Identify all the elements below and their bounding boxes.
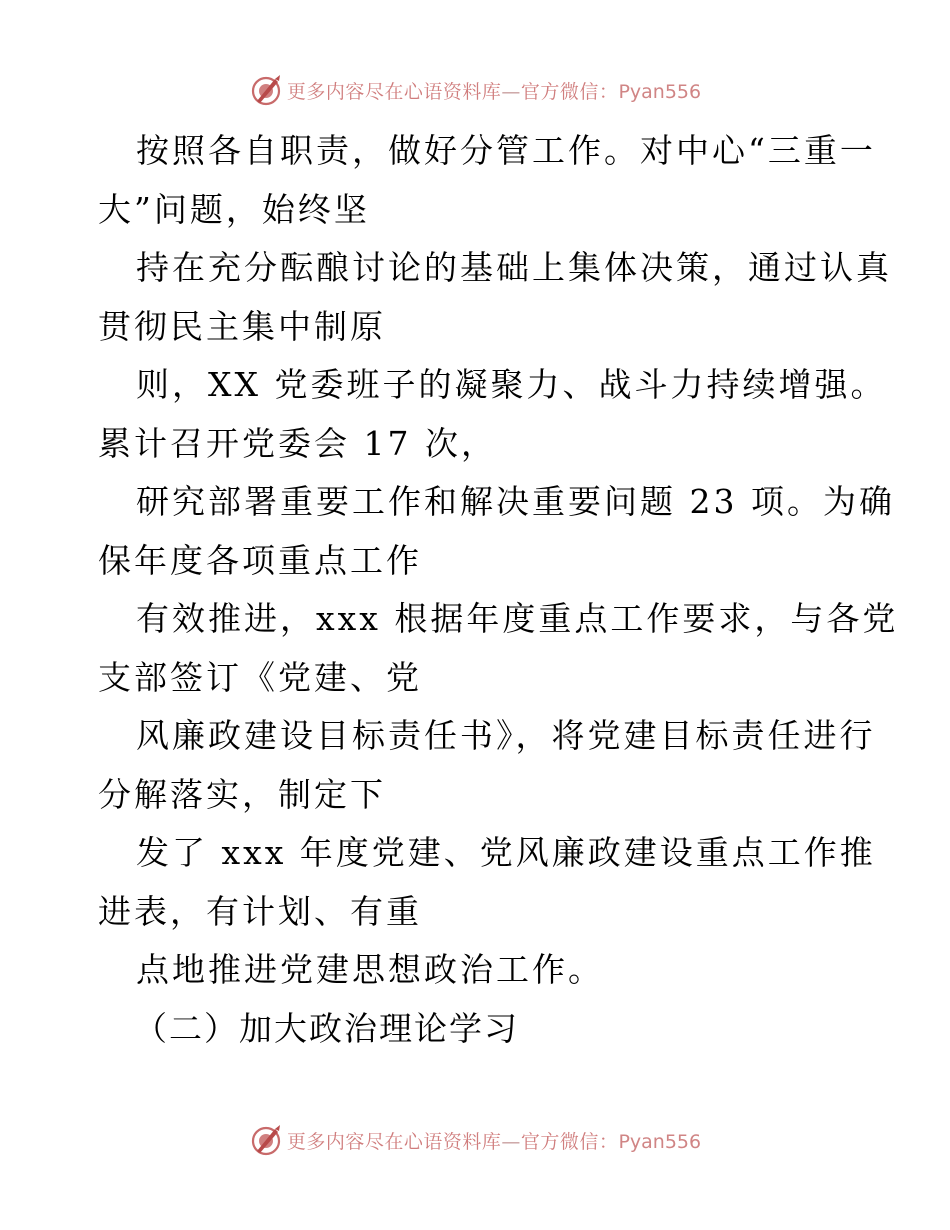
paragraph-line: 进表，有计划、有重 bbox=[98, 891, 422, 931]
paragraph-line: 点地推进党建思想政治工作。 bbox=[136, 950, 604, 989]
footer-watermark bbox=[0, 1120, 950, 1160]
watermark-separator: — bbox=[501, 1130, 521, 1153]
document-body bbox=[98, 122, 899, 1058]
paragraph-line: 按照各自职责，做好分管工作。对中心“三重一 bbox=[136, 131, 876, 170]
paragraph-line: 贯彻民主集中制原 bbox=[98, 306, 386, 346]
paragraph-line: 有效推进，xxx 根据年度重点工作要求，与各党 bbox=[136, 599, 899, 638]
paragraph-line: 发了 xxx 年度党建、党风廉政建设重点工作推 bbox=[136, 833, 876, 872]
paragraph-line: 风廉政建设目标责任书》，将党建目标责任进行 bbox=[136, 716, 876, 755]
quill-pen-logo-icon bbox=[249, 73, 283, 107]
paragraph-line: 支部签订《党建、党 bbox=[98, 657, 422, 697]
paragraph-line: 累计召开党委会 17 次， bbox=[98, 423, 497, 463]
watermark-wechat-id: Pyan556 bbox=[618, 80, 702, 103]
watermark-separator: — bbox=[501, 80, 521, 103]
quill-pen-logo-icon bbox=[249, 1123, 283, 1157]
paragraph-line: 则，XX 党委班子的凝聚力、战斗力持续增强。 bbox=[136, 365, 887, 404]
paragraph-line: 保年度各项重点工作 bbox=[98, 540, 422, 580]
watermark-brand: 更多内容尽在心语资料库 bbox=[286, 1130, 502, 1153]
paragraph-line: 研究部署重要工作和解决重要问题 23 项。为确 bbox=[136, 482, 895, 521]
watermark-text bbox=[287, 1127, 701, 1154]
paragraph-line: 分解落实，制定下 bbox=[98, 774, 386, 814]
paragraph-line: 持在充分酝酿讨论的基础上集体决策，通过认真 bbox=[136, 248, 892, 287]
watermark-brand: 更多内容尽在心语资料库 bbox=[286, 80, 502, 103]
watermark-text bbox=[287, 77, 701, 104]
watermark-wechat-id: Pyan556 bbox=[618, 1130, 702, 1153]
watermark-label: 官方微信： bbox=[520, 1130, 619, 1153]
watermark-label: 官方微信： bbox=[520, 80, 619, 103]
header-watermark bbox=[0, 70, 950, 110]
paragraph-line: 大”问题，始终坚 bbox=[98, 189, 370, 229]
section-heading: （二）加大政治理论学习 bbox=[134, 1008, 519, 1048]
